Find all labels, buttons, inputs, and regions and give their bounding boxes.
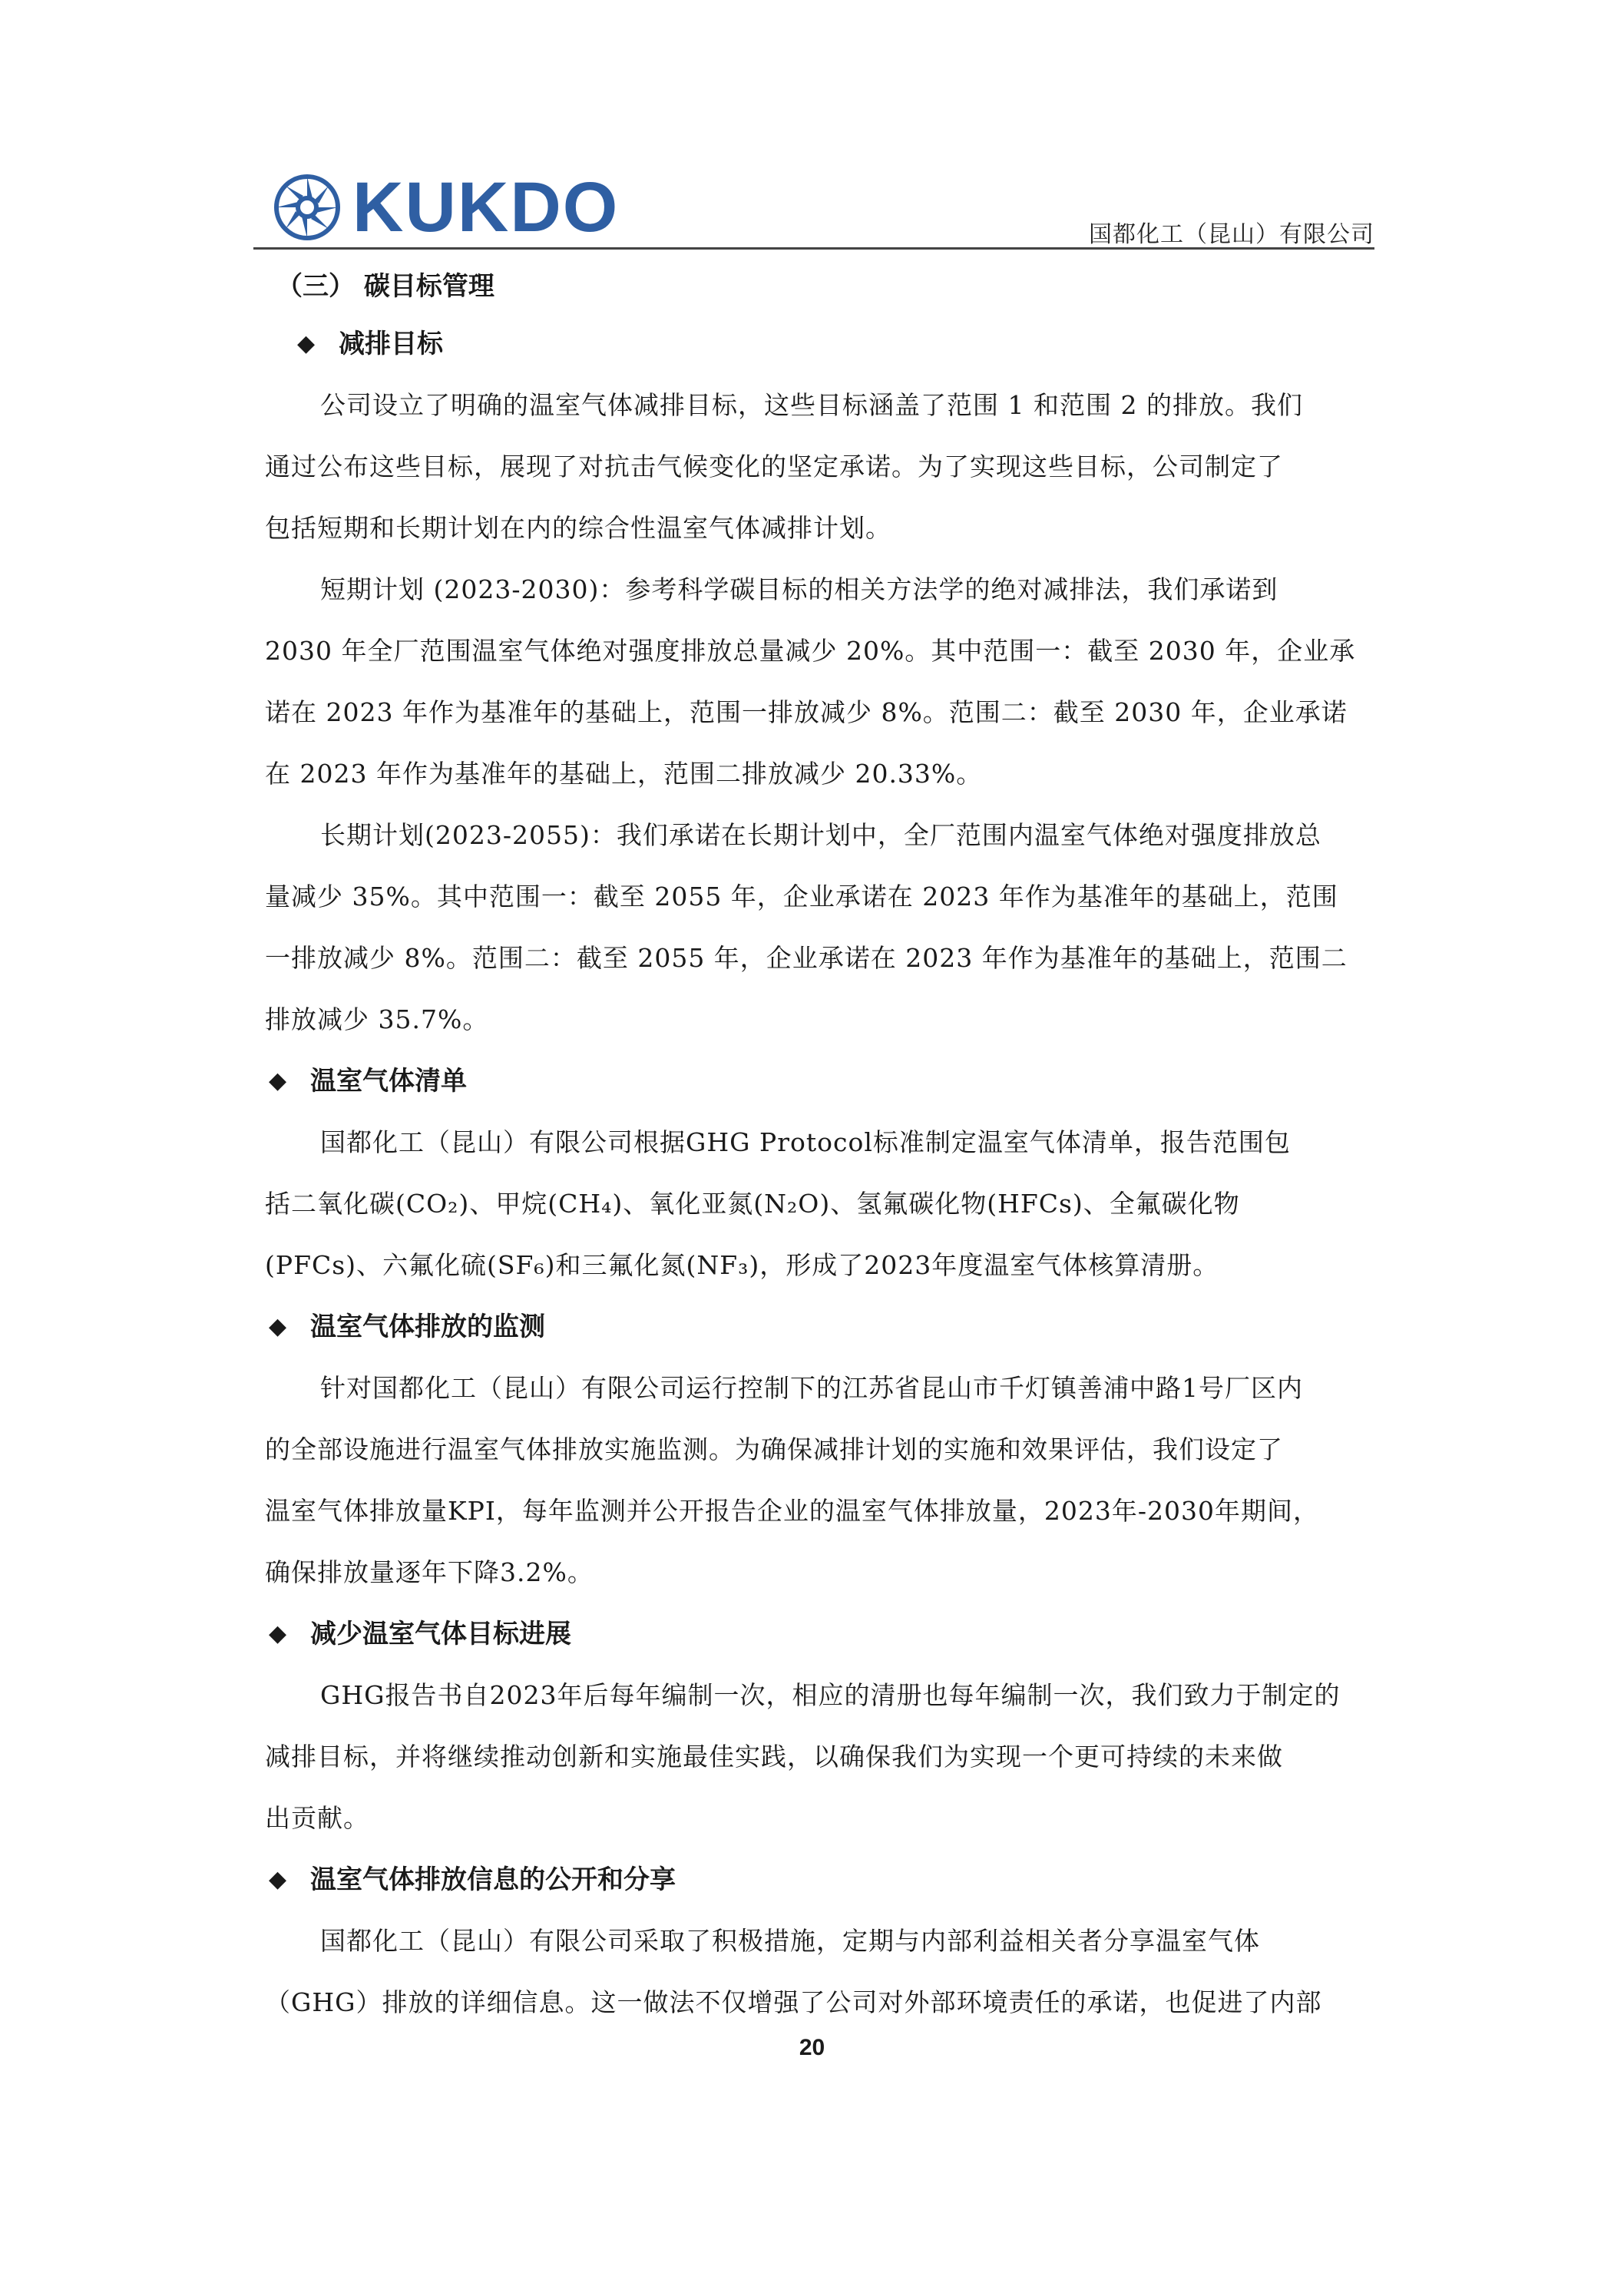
page-body bbox=[265, 253, 1363, 2033]
paragraph-line: 确保排放量逐年下降3.2%。 bbox=[265, 1557, 594, 1587]
body-paragraph bbox=[265, 1112, 1363, 1296]
header-divider bbox=[253, 247, 1374, 250]
paragraph-line: 排放减少 35.7%。 bbox=[265, 1004, 489, 1034]
paragraph-line: 温室气体排放量KPI，每年监测并公开报告企业的温室气体排放量，2023年-2030年期间， bbox=[265, 1496, 1320, 1526]
paragraph-line: 包括短期和长期计划在内的综合性温室气体减排计划。 bbox=[265, 513, 891, 543]
paragraph-line: 国都化工（昆山）有限公司根据GHG Protocol标准制定温室气体清单，报告范围包 bbox=[320, 1127, 1291, 1157]
sub-heading-text: 减少温室气体目标进展 bbox=[310, 1619, 571, 1649]
paragraph-line: 公司设立了明确的温室气体减排目标，这些目标涵盖了范围 1 和范围 2 的排放。我们 bbox=[320, 390, 1303, 420]
paragraph-line: 长期计划(2023-2055)：我们承诺在长期计划中，全厂范围内温室气体绝对强度排放总 bbox=[320, 820, 1321, 850]
sub-heading bbox=[265, 1050, 1363, 1112]
sub-heading-text: 温室气体排放信息的公开和分享 bbox=[310, 1864, 676, 1895]
logo-text: KUKDO bbox=[352, 168, 620, 246]
kukdo-wheel-icon bbox=[273, 173, 342, 242]
company-name: 国都化工（昆山）有限公司 bbox=[1089, 221, 1374, 248]
page-header bbox=[253, 154, 1374, 253]
company-logo bbox=[273, 169, 619, 246]
sub-heading-text: 温室气体清单 bbox=[310, 1066, 467, 1097]
paragraph-line: 国都化工（昆山）有限公司采取了积极措施，定期与内部利益相关者分享温室气体 bbox=[320, 1926, 1260, 1956]
diamond-bullet-icon: ◆ bbox=[269, 1866, 287, 1893]
sub-heading bbox=[265, 1603, 1363, 1665]
paragraph-line: (PFCs)、六氟化硫(SF₆)和三氟化氮(NF₃)，形成了2023年度温室气体核算清册。 bbox=[265, 1250, 1219, 1280]
paragraph-line: 量减少 35%。其中范围一：截至 2055 年，企业承诺在 2023 年作为基准年的基础上，范围 bbox=[265, 882, 1338, 911]
paragraph-line: 括二氧化碳(CO₂)、甲烷(CH₄)、氧化亚氮(N₂O)、氢氟碳化物(HFCs)、全氟碳化物 bbox=[265, 1189, 1240, 1219]
sub-heading-text: 减排目标 bbox=[339, 329, 443, 359]
diamond-bullet-icon: ◆ bbox=[269, 1620, 287, 1647]
content-blocks bbox=[265, 313, 1363, 2033]
paragraph-line: 一排放减少 8%。范围二：截至 2055 年，企业承诺在 2023 年作为基准年的基础上，范围二 bbox=[265, 943, 1348, 973]
sub-heading bbox=[265, 313, 1363, 375]
section-title: （三） 碳目标管理 bbox=[276, 271, 494, 302]
page-number: 20 bbox=[799, 2035, 825, 2060]
sub-heading-text: 温室气体排放的监测 bbox=[310, 1312, 545, 1342]
paragraph-line: 出贡献。 bbox=[265, 1803, 369, 1833]
body-paragraph bbox=[265, 1665, 1363, 1849]
body-paragraph bbox=[265, 805, 1363, 1050]
diamond-bullet-icon: ◆ bbox=[297, 330, 316, 357]
paragraph-line: 短期计划 (2023-2030)：参考科学碳目标的相关方法学的绝对减排法，我们承诺到 bbox=[320, 574, 1278, 604]
paragraph-line: 2030 年全厂范围温室气体绝对强度排放总量减少 20%。其中范围一：截至 2030 年，企业承 bbox=[265, 636, 1356, 666]
sub-heading bbox=[265, 1296, 1363, 1358]
body-paragraph bbox=[265, 1358, 1363, 1603]
sub-heading bbox=[265, 1849, 1363, 1911]
body-paragraph bbox=[265, 375, 1363, 559]
paragraph-line: 诺在 2023 年作为基准年的基础上，范围一排放减少 8%。范围二：截至 2030 年，企业承诺 bbox=[265, 697, 1348, 727]
diamond-bullet-icon: ◆ bbox=[269, 1313, 287, 1340]
body-paragraph bbox=[265, 559, 1363, 805]
paragraph-line: 针对国都化工（昆山）有限公司运行控制下的江苏省昆山市千灯镇善浦中路1号厂区内 bbox=[320, 1373, 1303, 1403]
paragraph-line: 的全部设施进行温室气体排放实施监测。为确保减排计划的实施和效果评估，我们设定了 bbox=[265, 1434, 1283, 1464]
paragraph-line: 通过公布这些目标，展现了对抗击气候变化的坚定承诺。为了实现这些目标，公司制定了 bbox=[265, 452, 1283, 481]
diamond-bullet-icon: ◆ bbox=[269, 1067, 287, 1094]
paragraph-line: （GHG）排放的详细信息。这一做法不仅增强了公司对外部环境责任的承诺，也促进了内部 bbox=[265, 1987, 1322, 2017]
paragraph-line: 减排目标，并将继续推动创新和实施最佳实践，以确保我们为实现一个更可持续的未来做 bbox=[265, 1742, 1283, 1772]
body-paragraph bbox=[265, 1911, 1363, 2033]
paragraph-line: 在 2023 年作为基准年的基础上，范围二排放减少 20.33%。 bbox=[265, 759, 983, 789]
paragraph-line: GHG报告书自2023年后每年编制一次，相应的清册也每年编制一次，我们致力于制定的 bbox=[320, 1680, 1341, 1710]
